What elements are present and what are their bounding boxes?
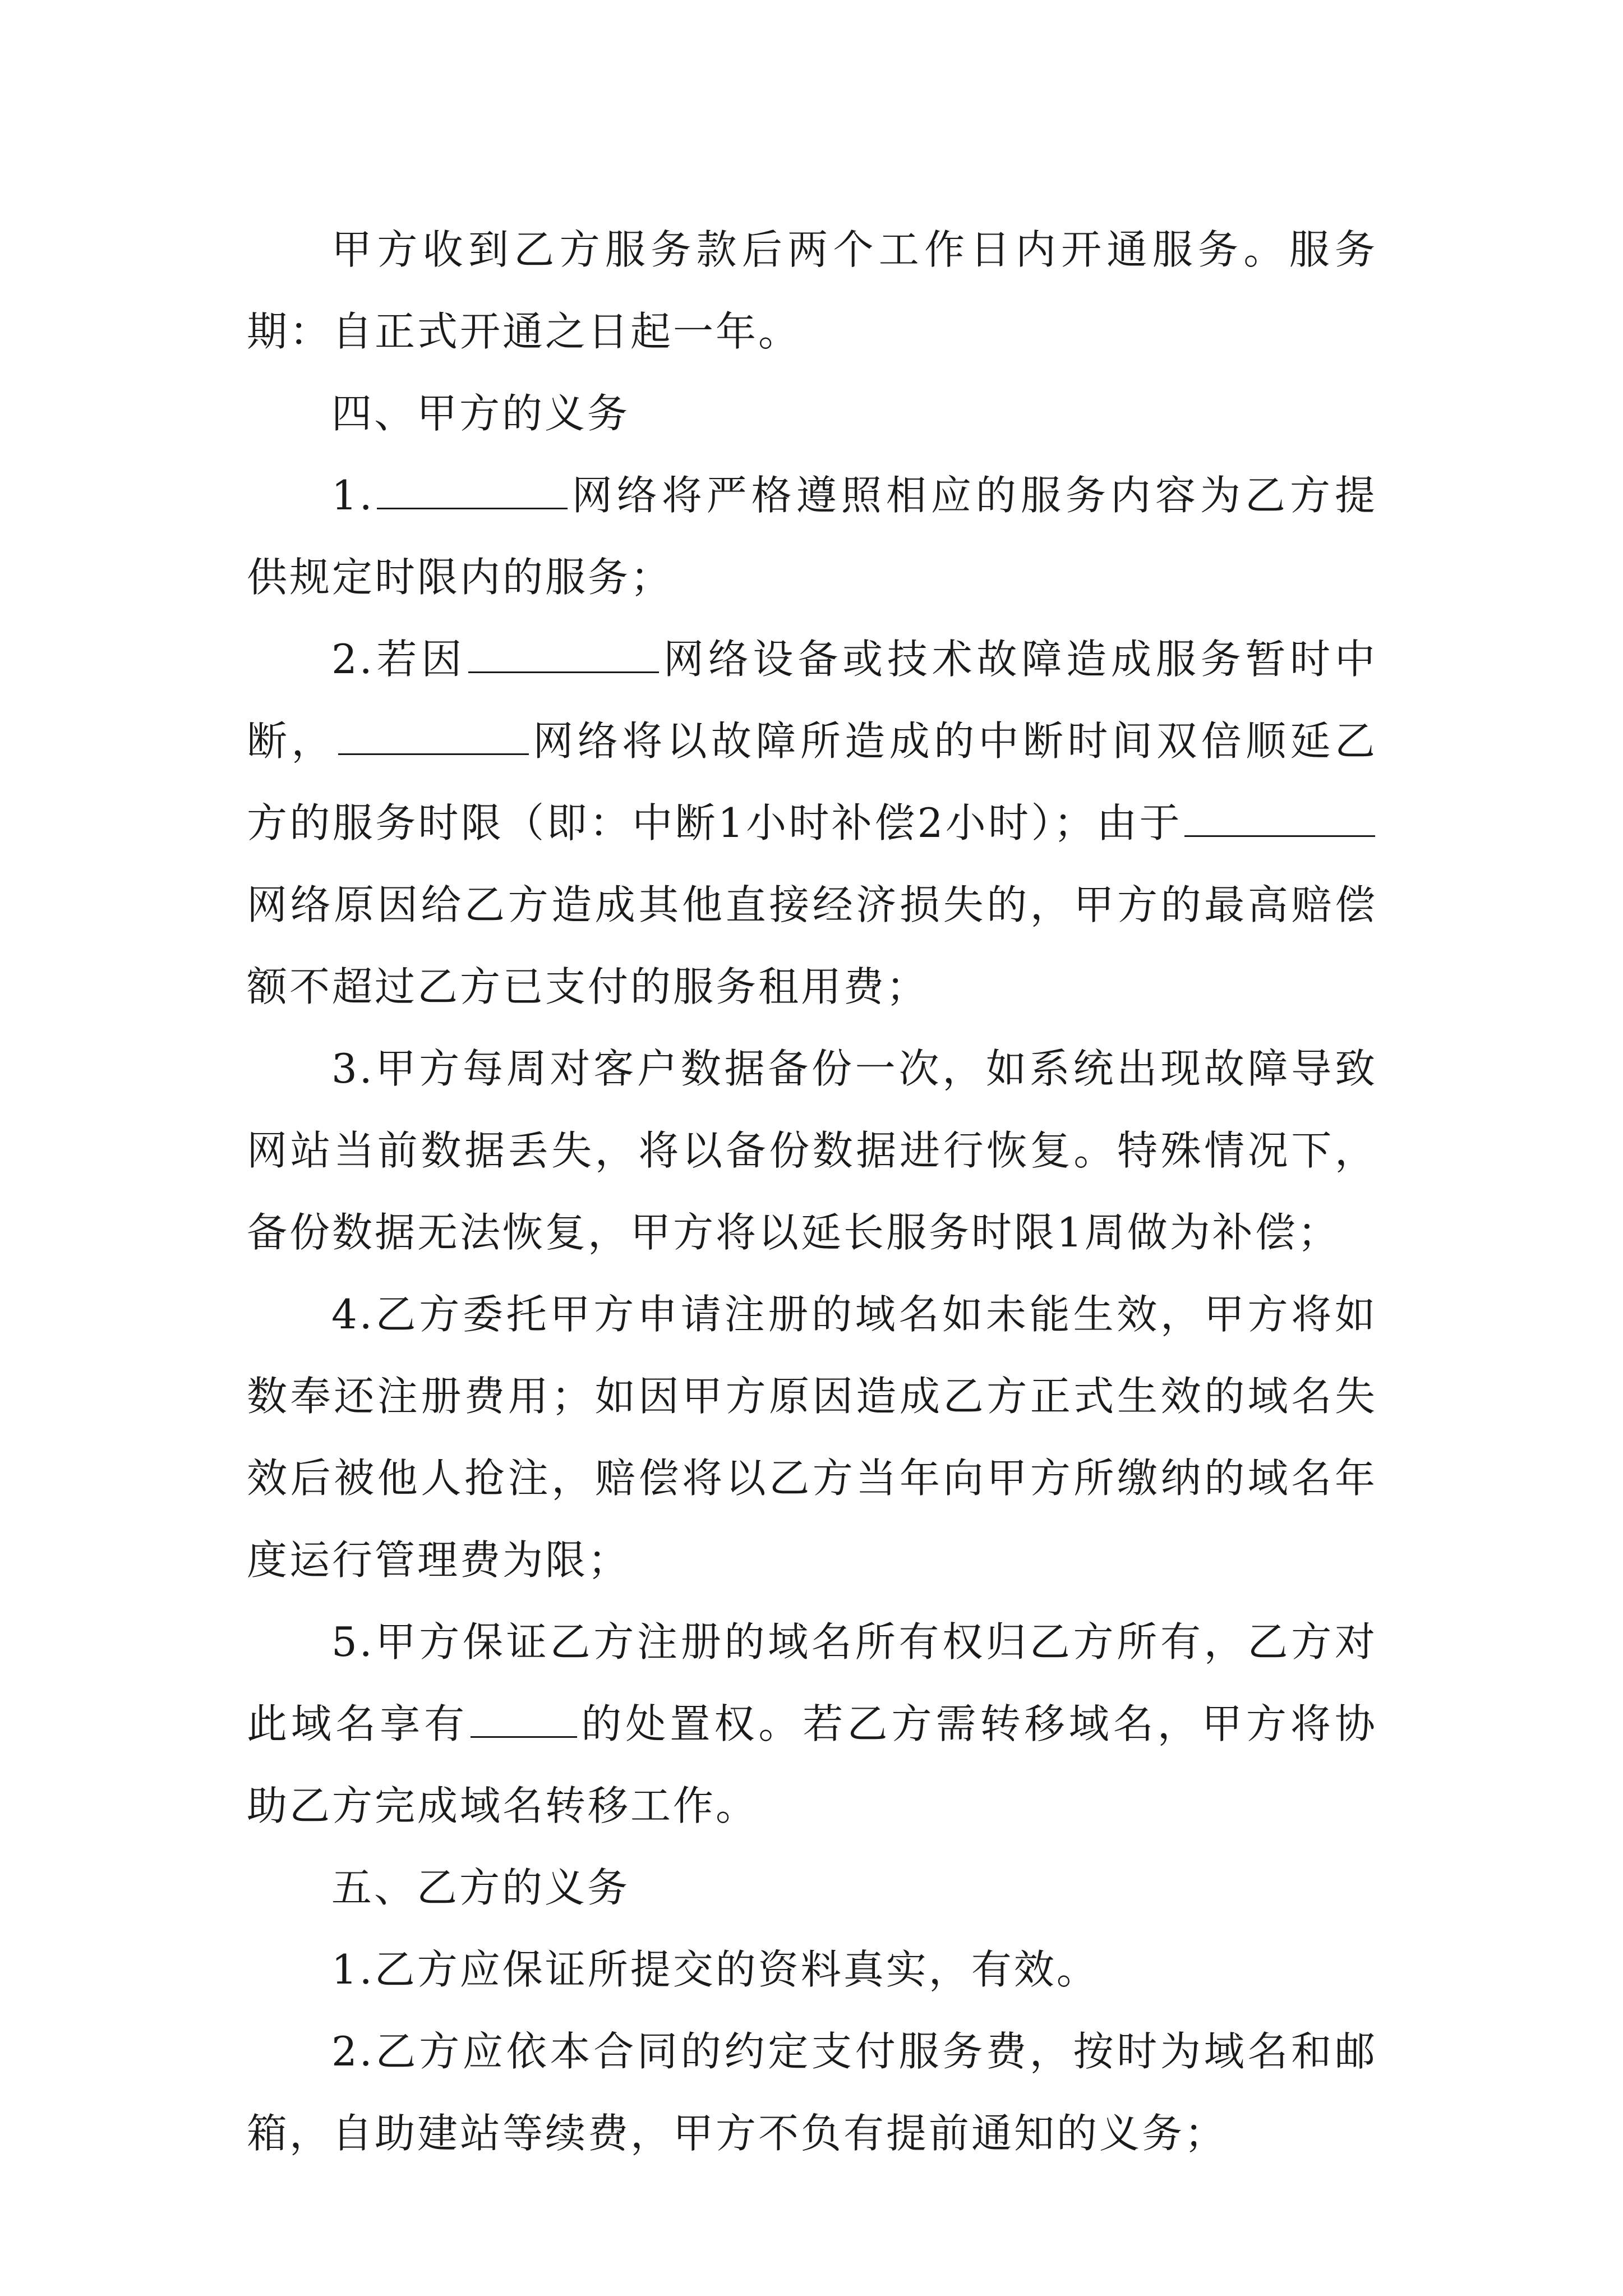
- clause-a3: [247, 1028, 1377, 1273]
- paragraph-text: 1.乙方应保证所提交的资料真实，有效。: [331, 1946, 1099, 1993]
- clause-b1: [247, 1929, 1377, 2010]
- fill-in-blank: [1184, 803, 1375, 837]
- clause-a5: [247, 1601, 1377, 1847]
- fill-in-blank: [468, 639, 659, 673]
- section-heading-party-a-duties: [247, 372, 1377, 454]
- clause-a1: [247, 454, 1377, 618]
- paragraph-service-start: [247, 209, 1377, 372]
- paragraph-text: 甲方收到乙方服务款后两个工作日内开通服务。服务期：自正式开通之日起一年。: [247, 226, 1377, 355]
- fill-in-blank: [377, 475, 568, 509]
- paragraph-text: 网络设备或技术故障造成服务暂时中断，: [247, 636, 1377, 765]
- paragraph-text: 网络将严格遵照相应的服务内容为乙方提供规定时限内的服务；: [247, 472, 1377, 601]
- paragraph-text: 4.乙方委托甲方申请注册的域名如未能生效，甲方将如数奉还注册费用；如因甲方原因造成乙方正式生效的域名失效后被他人抢注，赔偿将以乙方当年向甲方所缴纳的域名年度运行管理费为限；: [247, 1291, 1377, 1584]
- clause-a4: [247, 1273, 1377, 1601]
- clause-a2: [247, 618, 1377, 1028]
- paragraph-text: 五、乙方的义务: [331, 1864, 630, 1911]
- paragraph-text: 3.甲方每周对客户数据备份一次，如系统出现故障导致网站当前数据丢失，将以备份数据进行恢复。特殊情况下，备份数据无法恢复，甲方将以延长服务时限1周做为补偿；: [247, 1045, 1377, 1256]
- contract-body: [247, 209, 1377, 2174]
- fill-in-blank: [471, 1704, 577, 1738]
- paragraph-text: 四、甲方的义务: [331, 390, 630, 437]
- paragraph-text: 网络原因给乙方造成其他直接经济损失的，甲方的最高赔偿额不超过乙方已支付的服务租用费；: [247, 881, 1377, 1010]
- clause-b2: [247, 2010, 1377, 2174]
- section-heading-party-b-duties: [247, 1847, 1377, 1929]
- paragraph-text: 5.甲方保证乙方注册的域名所有权归乙方所有，乙方对此域名享有: [247, 1618, 1377, 1747]
- paragraph-text: 2.若因: [331, 636, 467, 683]
- fill-in-blank: [338, 721, 529, 755]
- paragraph-text: 2.乙方应依本合同的约定支付服务费，按时为域名和邮箱，自助建站等续费，甲方不负有提前通知的义务；: [247, 2028, 1377, 2157]
- paragraph-text: 的处置权。若乙方需转移域名，甲方将协助乙方完成域名转移工作。: [247, 1700, 1377, 1829]
- paragraph-text: 1.: [331, 472, 375, 519]
- paragraph-text: 网络将以故障所造成的中断时间双倍顺延乙方的服务时限（即：中断1小时补偿2小时）；由于: [247, 717, 1377, 846]
